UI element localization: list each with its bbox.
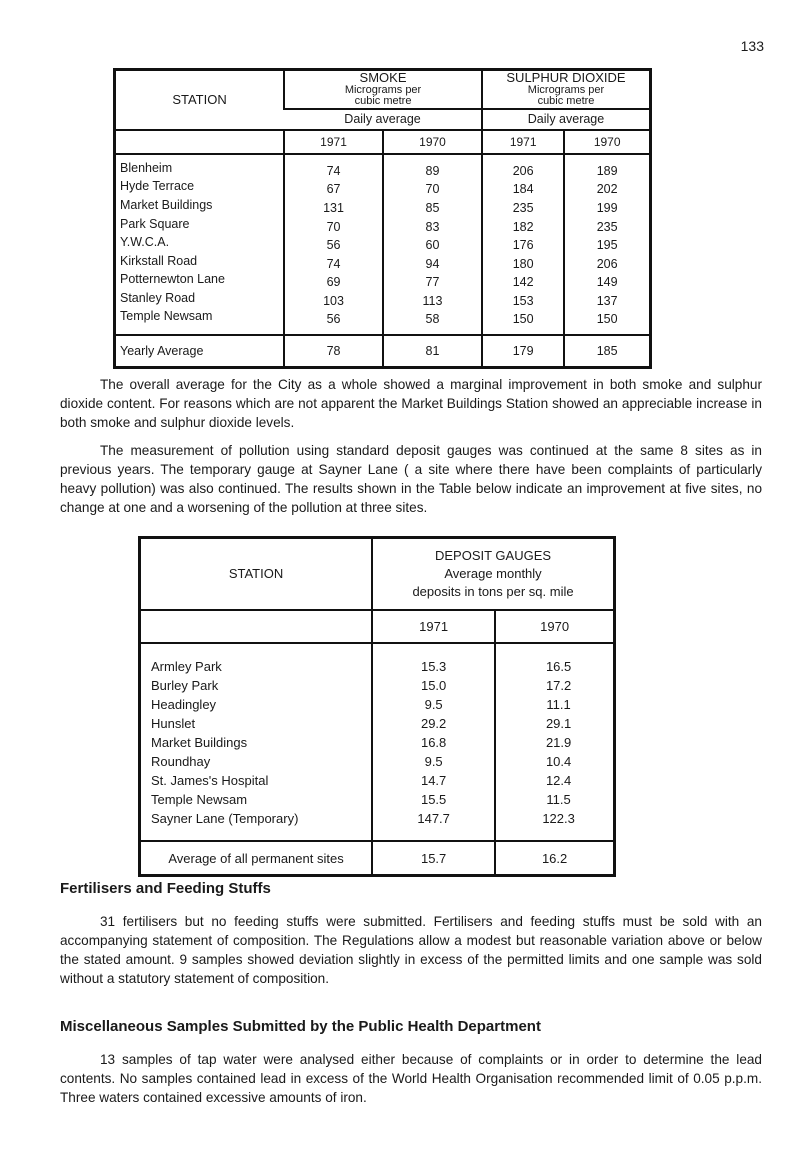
value-cell: 182: [512, 219, 534, 234]
value-cell: 176: [512, 238, 534, 253]
value-cell: 83: [425, 219, 440, 234]
deposit-gauges-title: DEPOSIT GAUGES: [434, 548, 552, 563]
smoke-title: SMOKE: [359, 70, 407, 85]
value-cell: 56: [326, 238, 341, 253]
smoke-1970-values: [383, 154, 482, 335]
station-name: Burley Park: [151, 678, 219, 693]
value-cell: 21.9: [545, 735, 572, 750]
station-name: Hyde Terrace: [120, 179, 195, 194]
permanent-average-label: Average of all permanent sites: [140, 841, 373, 876]
value-cell: 180: [512, 256, 534, 271]
value-cell: 16.8: [420, 735, 447, 750]
station-names: [115, 154, 285, 335]
value-cell: 9.5: [424, 754, 443, 769]
paragraph-fertilisers: 31 fertilisers but no feeding stuffs were submitted. Fertilisers and feeding stuffs must be sold with an accompanying statement of composition. The Regulations allow a modest but reasonable variation above or below the stated amount. 9 samples showed deviation slightly in excess of the permitted limits and one sample was sold without a statutory statement of composition.: [60, 914, 762, 986]
station-name: Temple Newsam: [151, 792, 248, 807]
so2-unit-line1: Micrograms per: [527, 83, 605, 96]
smoke-unit-line1: Micrograms per: [344, 83, 422, 96]
station-name: Market Buildings: [151, 735, 248, 750]
value-cell: 150: [512, 312, 534, 327]
value-cell: 15.3: [420, 659, 447, 674]
value-cell: 17.2: [545, 678, 572, 693]
paragraph-miscellaneous: 13 samples of tap water were analysed either because of complaints or in order to determine the lead contents. No samples contained lead in excess of the World Health Organisation recommended limit of 0.05 p.p.m. Three waters contained excessive amounts of iron.: [60, 1052, 762, 1105]
value-cell: 9.5: [424, 697, 443, 712]
value-cell: 69: [326, 275, 341, 290]
value-cell: 150: [596, 312, 618, 327]
value-cell: 137: [596, 293, 618, 308]
yearly-average-row: [115, 335, 651, 368]
deposit-gauges-sub1: Average monthly: [444, 566, 542, 581]
value-cell: 77: [425, 275, 440, 290]
so2-1970-values: [564, 154, 650, 335]
value-cell: 29.2: [420, 716, 447, 731]
station-name: Headingley: [151, 697, 217, 712]
station-name: Hunslet: [151, 716, 196, 731]
value-cell: 103: [323, 293, 344, 308]
deposit-1971-values: [372, 643, 495, 841]
value-cell: 149: [596, 275, 618, 290]
value-cell: 206: [512, 163, 534, 178]
value-cell: 94: [425, 256, 440, 271]
value-cell: 70: [326, 219, 341, 234]
value-cell: 122.3: [542, 811, 575, 826]
deposit-gauges-sub2: deposits in tons per sq. mile: [412, 584, 574, 599]
value-cell: 11.1: [546, 697, 571, 712]
value-cell: 206: [596, 256, 618, 271]
value-cell: 15.0: [420, 678, 447, 693]
station-name: Market Buildings: [120, 197, 213, 212]
value-cell: 12.4: [545, 773, 572, 788]
permanent-average-row: [140, 841, 615, 876]
value-cell: 113: [422, 293, 443, 308]
value-cell: 179: [482, 335, 564, 368]
year-blank-cell: [115, 130, 285, 154]
section-heading-fertilisers: Fertilisers and Feeding Stuffs: [60, 880, 271, 897]
station-name: Y.W.C.A.: [120, 235, 170, 250]
smoke-header: [284, 70, 482, 109]
value-cell: 85: [425, 200, 440, 215]
value-cell: 14.7: [420, 773, 447, 788]
year-header: 1971: [284, 130, 383, 154]
year-header: 1971: [372, 610, 495, 643]
value-cell: 235: [512, 200, 534, 215]
value-cell: 67: [326, 182, 341, 197]
value-cell: 189: [596, 163, 618, 178]
so2-header: [482, 70, 651, 109]
smoke-daily-average: Daily average: [284, 109, 482, 130]
yearly-average-label: Yearly Average: [115, 335, 285, 368]
station-header: STATION: [115, 70, 285, 130]
station-name: Armley Park: [151, 659, 222, 674]
value-cell: 202: [596, 182, 618, 197]
value-cell: 11.5: [546, 792, 571, 807]
value-cell: 15.5: [420, 792, 447, 807]
station-name: Blenheim: [120, 160, 173, 175]
year-blank-cell: [140, 610, 373, 643]
page-number: 133: [740, 38, 764, 54]
value-cell: 195: [596, 238, 618, 253]
station-name: Park Square: [120, 216, 190, 231]
value-cell: 142: [512, 275, 534, 290]
value-cell: 153: [512, 293, 534, 308]
value-cell: 147.7: [417, 811, 450, 826]
deposit-gauges-header: [372, 538, 614, 611]
value-cell: 235: [596, 219, 618, 234]
station-names: [140, 643, 373, 841]
section-heading-miscellaneous: Miscellaneous Samples Submitted by the Public Health Department: [60, 1018, 541, 1035]
value-cell: 16.5: [545, 659, 572, 674]
value-cell: 89: [425, 163, 440, 178]
value-cell: 60: [425, 238, 440, 253]
station-name: Potternewton Lane: [120, 272, 225, 287]
station-name: Stanley Road: [120, 290, 196, 305]
paragraph-city-average: The overall average for the City as a whole showed a marginal improvement in both smoke and sulphur dioxide content. For reasons which are not apparent the Market Buildings Station showed an appreciable increase in both smoke and sulphur dioxide levels.: [60, 377, 762, 430]
station-name: Kirkstall Road: [120, 253, 198, 268]
station-name: Temple Newsam: [120, 309, 213, 324]
value-cell: 58: [425, 312, 440, 327]
smoke-unit-line2: cubic metre: [354, 95, 412, 108]
deposit-1970-values: [495, 643, 614, 841]
value-cell: 184: [512, 182, 534, 197]
paragraph-deposit-gauges: The measurement of pollution using standard deposit gauges was continued at the same 8 sites as in previous years. The temporary gauge at Sayner Lane ( a site where there have been complaints of particularly heavy pollution) was also continued. The results shown in the Table below indicate an improvement at five sites, no change at one and a worsening of the pollution at three sites.: [60, 443, 762, 515]
so2-unit-line2: cubic metre: [537, 95, 595, 108]
value-cell: 29.1: [545, 716, 572, 731]
station-name: St. James's Hospital: [151, 773, 269, 788]
station-header: STATION: [228, 566, 284, 581]
so2-title: SULPHUR DIOXIDE: [506, 70, 626, 85]
value-cell: 199: [596, 200, 618, 215]
year-header: 1970: [495, 610, 614, 643]
value-cell: 74: [326, 256, 341, 271]
value-cell: 70: [425, 182, 440, 197]
value-cell: 10.4: [545, 754, 572, 769]
value-cell: 81: [383, 335, 482, 368]
year-header: 1970: [383, 130, 482, 154]
year-header: 1971: [482, 130, 564, 154]
smoke-sulphur-table: [113, 68, 652, 369]
station-name: Sayner Lane (Temporary): [151, 811, 299, 826]
deposit-gauges-table: [138, 536, 616, 877]
value-cell: 78: [284, 335, 383, 368]
value-cell: 16.2: [495, 841, 614, 876]
value-cell: 56: [326, 312, 341, 327]
value-cell: 185: [564, 335, 650, 368]
so2-daily-average: Daily average: [482, 109, 651, 130]
so2-1971-values: [482, 154, 564, 335]
year-header: 1970: [564, 130, 650, 154]
value-cell: 15.7: [372, 841, 495, 876]
station-name: Roundhay: [151, 754, 211, 769]
smoke-1971-values: [284, 154, 383, 335]
value-cell: 74: [326, 163, 341, 178]
value-cell: 131: [323, 200, 344, 215]
